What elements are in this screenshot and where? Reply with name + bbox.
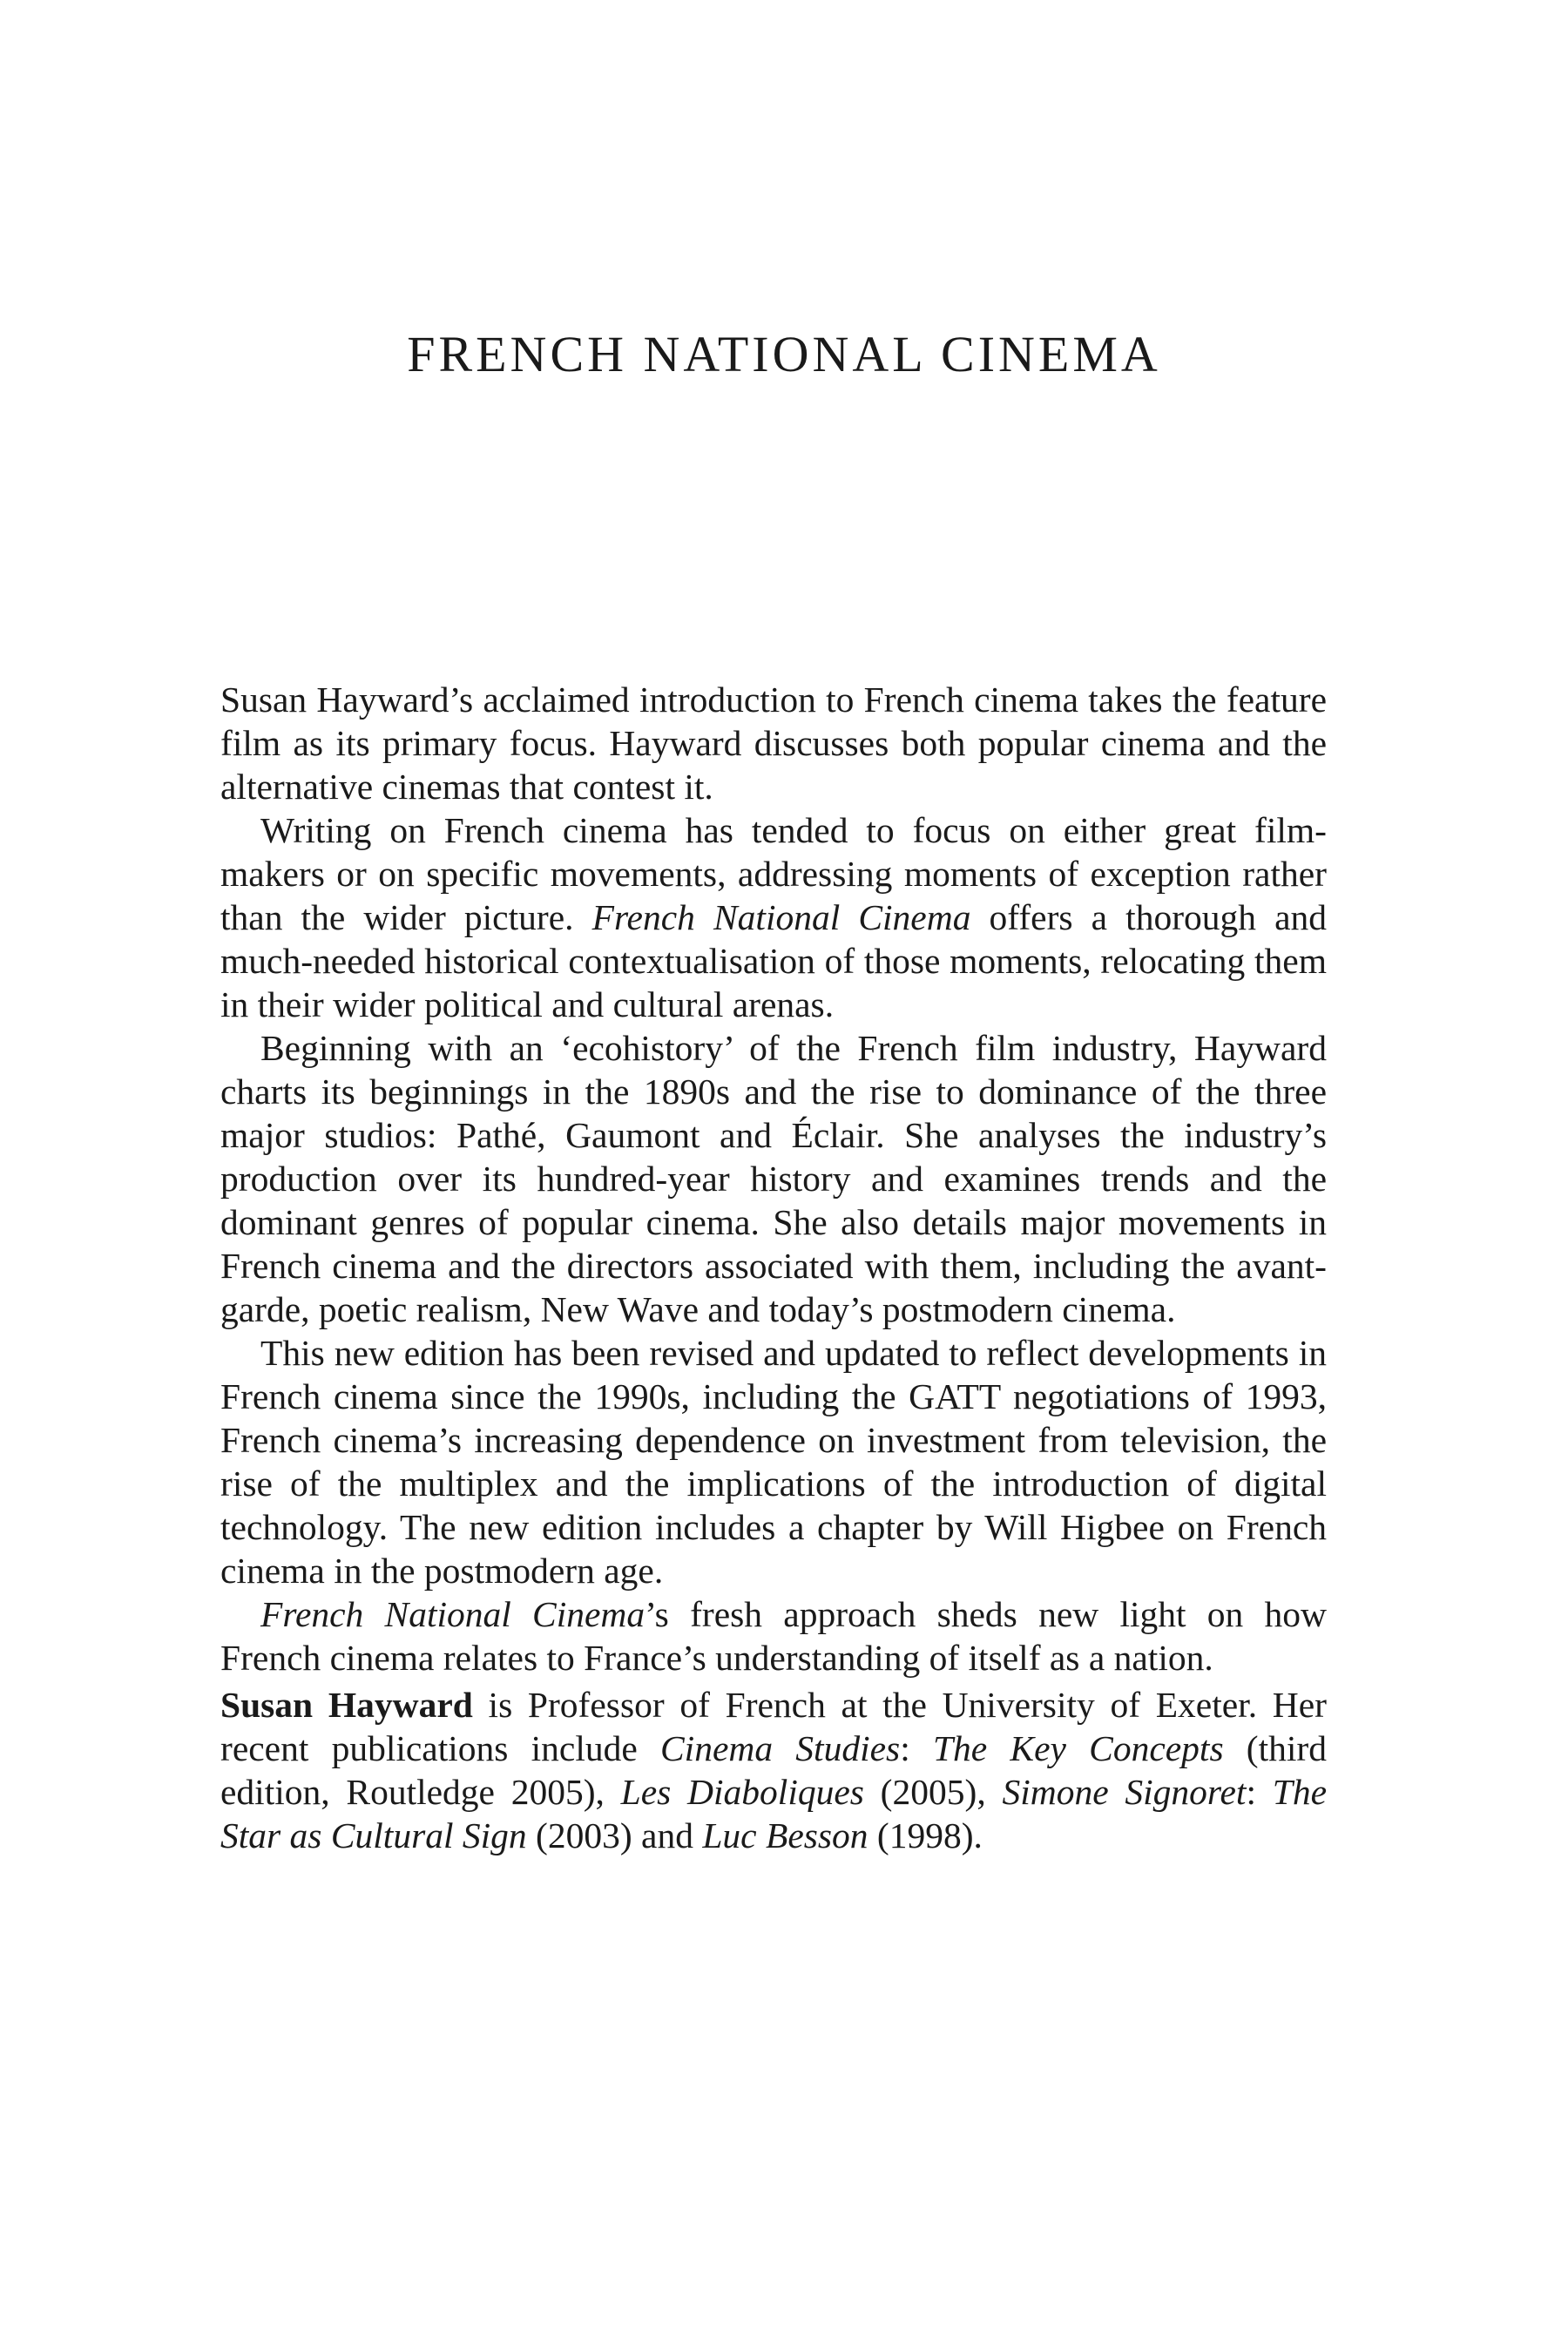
bio-text-2: :: [900, 1728, 933, 1768]
publication-star-cultural-sign: The Star as Cultural Sign: [220, 1772, 1327, 1855]
publication-cinema-studies: Cinema Studies: [660, 1728, 901, 1768]
paragraph-writing: [220, 808, 1327, 1026]
paragraph-intro: Susan Hayward’s acclaimed introduction to French cinema takes the feature film as its primary focus. Hayward discusses both popular cinema and the alternative cinemas that contest it.: [220, 679, 1327, 807]
book-title-italic: French National Cinema: [591, 897, 971, 937]
book-title-italic-closing: French National Cinema: [260, 1594, 645, 1634]
paragraph-new-edition: This new edition has been revised and updated to reflect developments in French cinema since the 1990s, including the GATT negotiations of 1993, French cinema’s increasing dependence on investment from television, the rise of the multiplex and the implications of the introduction of digital technology. The new edition includes a chapter by Will Higbee on French cinema in the postmodern age.: [220, 1333, 1327, 1591]
publication-simone-signoret: Simone Signoret: [1002, 1772, 1247, 1812]
publication-les-diaboliques: Les Diaboliques: [620, 1772, 864, 1812]
paragraph-closing: [220, 1592, 1327, 1680]
author-name: Susan Hayward: [220, 1685, 473, 1725]
paragraph-writing-text-b: offers a thorough and much-needed historical contextualisation of those moments, relocating them in their wider political and cultural arenas.: [220, 897, 1328, 1024]
book-title: FRENCH NATIONAL CINEMA: [407, 326, 1161, 382]
bio-text-1: is Professor of French at the University of Exeter. Her recent publications include: [220, 1685, 1327, 1768]
bio-text-6: (2003) and: [526, 1815, 703, 1855]
publication-key-concepts: The Key Concepts: [932, 1728, 1224, 1768]
paragraph-ecohistory: Beginning with an ‘ecohistory’ of the French film industry, Hayward charts its beginnings in the 1890s and the rise to dominance of the three major studios: Pathé, Gaumont and Éclair. She analyses the industry’s production over its hundred-year history and examines trends and the dominant genres of popular cinema. She also details major movements in French cinema and the directors associated with them, including the avant-garde, poetic realism, New Wave and today’s postmodern cinema.: [220, 1028, 1327, 1329]
paragraph-closing-text: ’s fresh approach sheds new light on how French cinema relates to France’s understanding of itself as a nation.: [220, 1594, 1327, 1678]
bio-text-4: (2005),: [863, 1772, 1003, 1812]
paragraph-writing-text-a: Writing on French cinema has tended to focus on either great film-makers or on specific movements, addressing moments of exception rather than the wider picture.: [220, 810, 1327, 937]
blurb-text: [220, 678, 1327, 1680]
bio-text-5: :: [1246, 1772, 1273, 1812]
publication-luc-besson: Luc Besson: [702, 1815, 868, 1855]
author-bio: [220, 1683, 1327, 1857]
bio-text-3: (third edition, Routledge 2005),: [220, 1728, 1328, 1812]
bio-text-7: (1998).: [868, 1815, 983, 1855]
